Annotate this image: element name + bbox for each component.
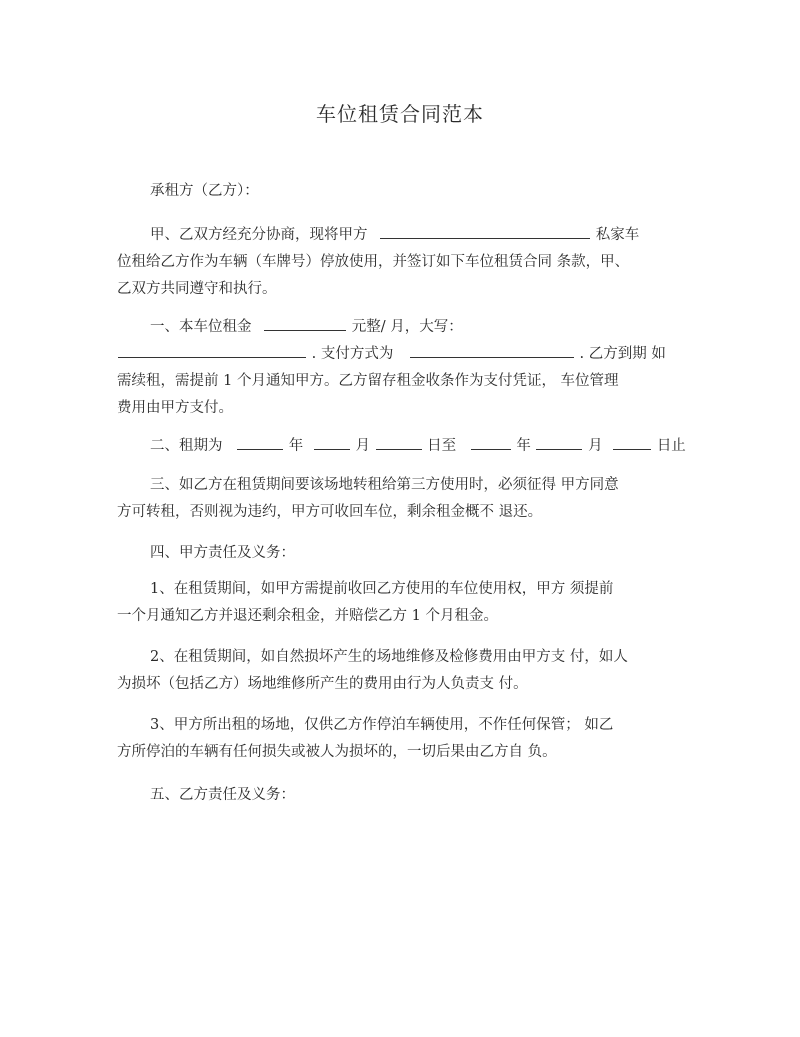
clause-a1-line-1: 1、在租赁期间，如甲方需提前收回乙方使用的车位使用权，甲方 须提前 bbox=[150, 581, 614, 597]
intro-line-2: 位租给乙方作为车辆（车牌号）停放使用，并签订如下车位租赁合同 条款，甲、 bbox=[117, 254, 630, 270]
end-year-blank bbox=[471, 435, 511, 450]
start-year-blank bbox=[237, 435, 283, 450]
clause-a3-line-2: 方所停泊的车辆有任何损失或被人为损坏的，一切后果由乙方自 负。 bbox=[117, 744, 557, 760]
rent-text-2b: . 乙方到期 如 bbox=[579, 346, 666, 362]
rent-text-1b: 元整/ 月，大写： bbox=[351, 319, 463, 335]
document-title: 车位租赁合同范本 bbox=[316, 102, 484, 126]
rent-line-2 bbox=[117, 341, 697, 368]
party-a-clause-3 bbox=[117, 712, 697, 766]
term-text-a: 二、租期为 bbox=[150, 438, 223, 454]
intro-line-3: 乙双方共同遵守和执行。 bbox=[117, 281, 277, 297]
start-month-blank bbox=[314, 435, 350, 450]
end-day-blank bbox=[613, 435, 651, 450]
rent-line-3: 需续租，需提前 1 个月通知甲方。乙方留存租金收条作为支付凭证， 车位管理 bbox=[117, 373, 619, 389]
term-text-d: 日至 bbox=[427, 438, 457, 454]
rent-amount-blank bbox=[264, 316, 346, 331]
landlord-blank bbox=[380, 224, 590, 239]
sublet-line-1: 三、如乙方在租赁期间要该场地转租给第三方使用时，必须征得 甲方同意 bbox=[150, 477, 619, 493]
clause-a3-line-1: 3、甲方所出租的场地，仅供乙方作停泊车辆使用，不作任何保管； 如乙 bbox=[150, 717, 614, 733]
party-a-clause-1 bbox=[117, 576, 697, 630]
end-month-blank bbox=[536, 435, 582, 450]
party-b-heading bbox=[117, 782, 697, 809]
term-text-e: 年 bbox=[516, 438, 531, 454]
rent-paragraph bbox=[117, 314, 697, 422]
term-paragraph bbox=[117, 433, 697, 460]
clause-a2-line-2: 为损坏（包括乙方）场地维修所产生的费用由行为人负责支 付。 bbox=[117, 676, 528, 692]
payment-method-blank bbox=[410, 343, 574, 358]
clause-a2-line-1: 2、在租赁期间，如自然损坏产生的场地维修及检修费用由甲方支 付，如人 bbox=[150, 649, 628, 665]
intro-line-1 bbox=[117, 222, 697, 249]
term-text-g: 日止 bbox=[656, 438, 686, 454]
rent-text-2a: . 支付方式为 bbox=[311, 346, 394, 362]
rent-words-blank bbox=[118, 343, 306, 358]
term-line bbox=[117, 433, 697, 460]
rent-text-1a: 一、本车位租金 bbox=[150, 319, 252, 335]
tenant-line bbox=[117, 178, 697, 205]
intro-paragraph bbox=[117, 222, 697, 303]
intro-text-1a: 甲、乙双方经充分协商，现将甲方 bbox=[150, 227, 368, 243]
rent-line-1 bbox=[117, 314, 697, 341]
party-b-heading-text: 五、乙方责任及义务： bbox=[150, 787, 295, 803]
clause-a1-line-2: 一个月通知乙方并退还剩余租金，并赔偿乙方 1 个月租金。 bbox=[117, 608, 498, 624]
sublet-line-2: 方可转租，否则视为违约，甲方可收回车位，剩余租金概不 退还。 bbox=[117, 504, 543, 520]
term-text-c: 月 bbox=[355, 438, 370, 454]
term-text-f: 月 bbox=[588, 438, 603, 454]
tenant-label: 承租方（乙方）： bbox=[150, 183, 259, 199]
sublet-paragraph bbox=[117, 472, 697, 526]
rent-line-4: 费用由甲方支付。 bbox=[117, 400, 233, 416]
party-a-heading bbox=[117, 540, 697, 567]
party-a-clause-2 bbox=[117, 644, 697, 698]
intro-text-1b: 私家车 bbox=[595, 227, 640, 243]
term-text-b: 年 bbox=[288, 438, 304, 454]
start-day-blank bbox=[376, 435, 422, 450]
party-a-heading-text: 四、甲方责任及义务： bbox=[150, 545, 295, 561]
